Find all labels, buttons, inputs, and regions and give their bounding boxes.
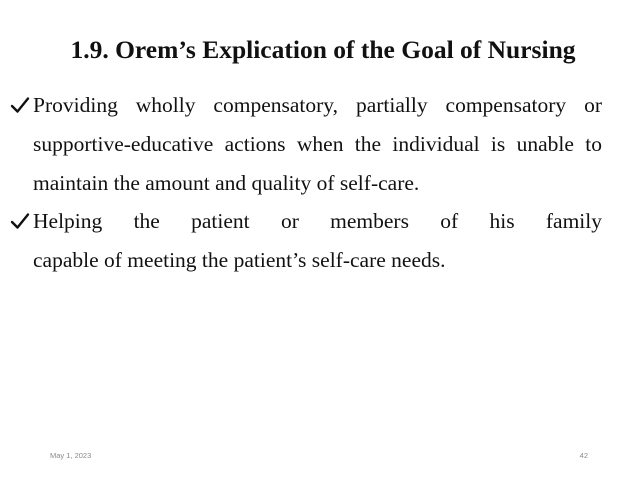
bullet-text: Providing wholly compensatory, partially compensatory or supportive-educative actions when the individual is unable to maintain the amount and quality of self-care. (33, 93, 602, 195)
bullet-text-line: capable of meeting the patient’s self-care needs. (33, 248, 446, 273)
slide-number: 42 (579, 451, 588, 460)
footer-date: May 1, 2023 (50, 451, 92, 460)
checkmark-icon (10, 211, 30, 231)
bullet-item (10, 86, 602, 202)
slide-title: 1.9. Orem’s Explication of the Goal of Nursing (70, 35, 576, 64)
checkmark-icon (10, 95, 30, 115)
bullet-item (10, 202, 602, 280)
bullet-list (10, 86, 602, 280)
bullet-text-line: Helping the patient or members of his family (33, 209, 602, 234)
